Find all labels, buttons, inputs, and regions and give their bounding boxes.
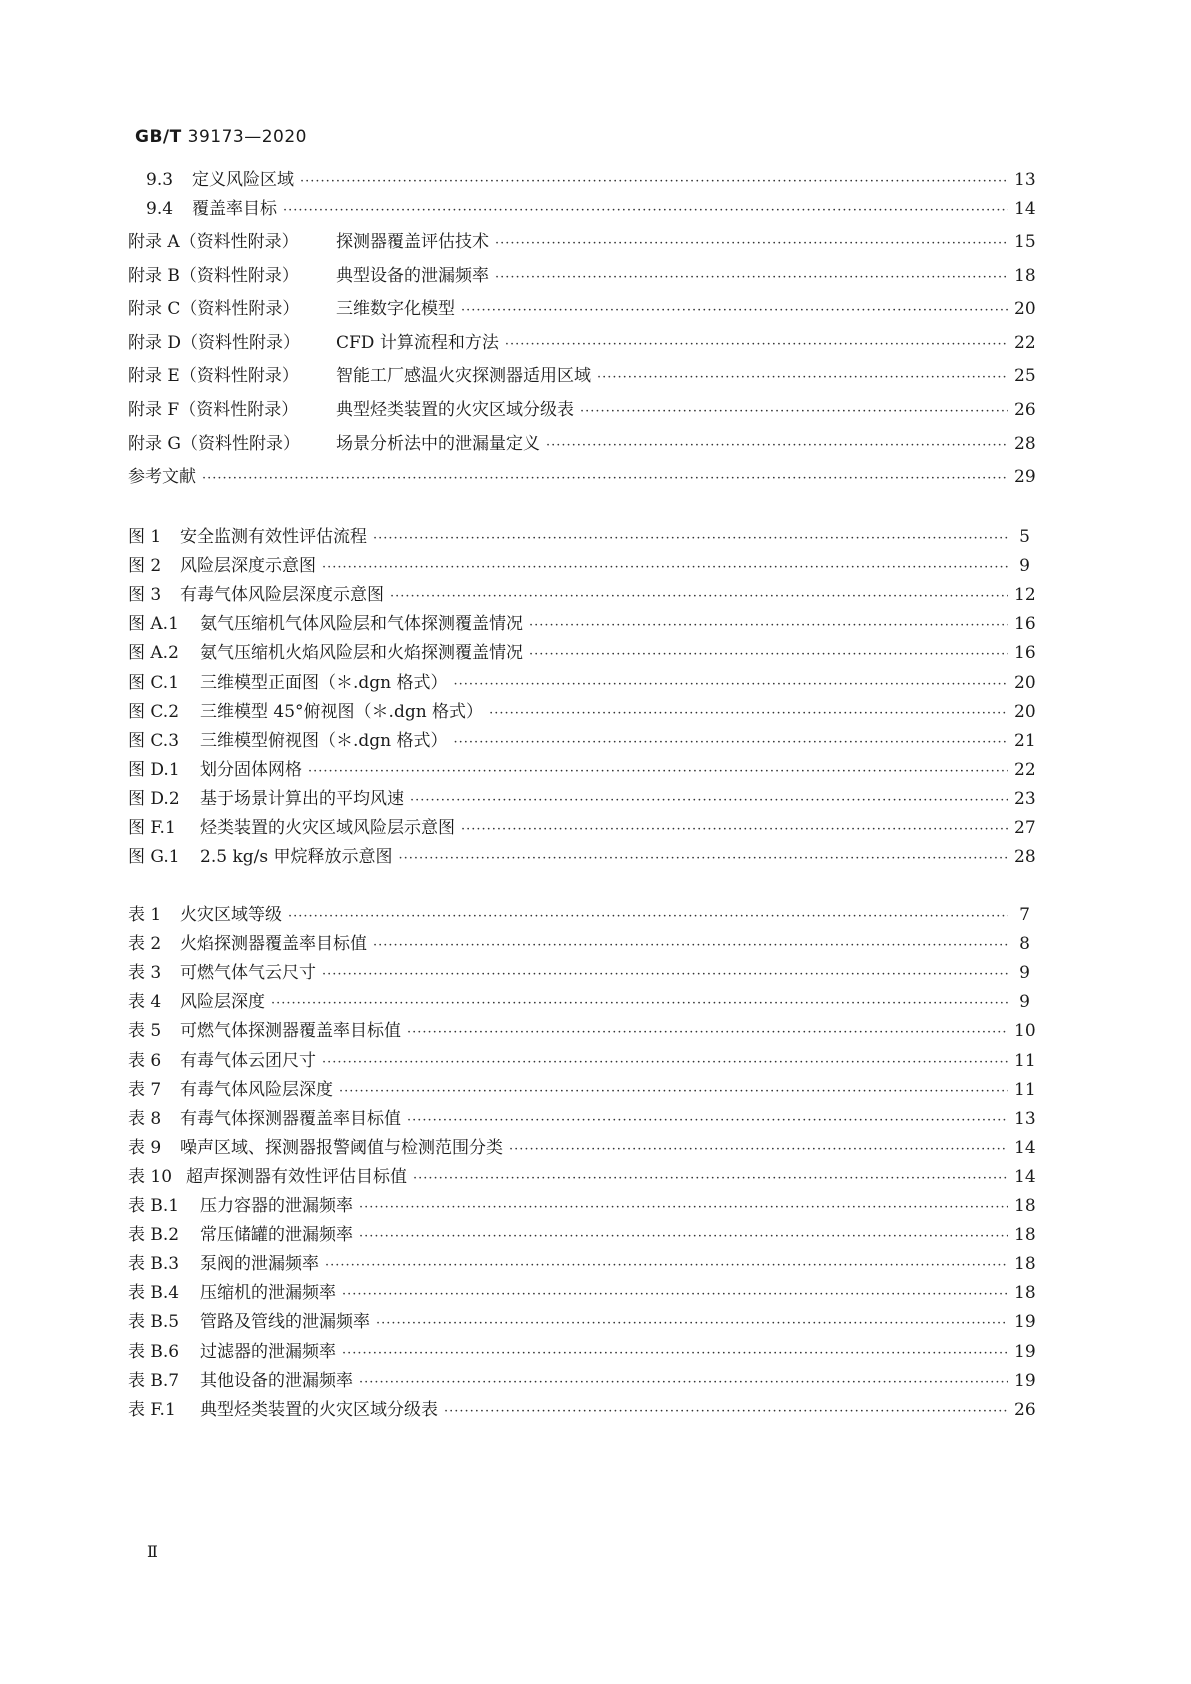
toc-entry-title: 泵阀的泄漏频率 [200, 1254, 319, 1275]
toc-entry-number: 附录 G（资料性附录） [128, 433, 300, 454]
toc-entry-title: 有毒气体风险层深度示意图 [180, 585, 384, 606]
toc-entry-page: 11 [1014, 1050, 1036, 1071]
toc-entry-title: 氨气压缩机火焰风险层和火焰探测覆盖情况 [200, 643, 523, 664]
toc-entry-page: 15 [1014, 232, 1036, 252]
toc-entry[interactable] [128, 297, 1036, 321]
toc-entry-title: 超声探测器有效性评估目标值 [186, 1166, 407, 1187]
toc-entry-title: 覆盖率目标 [192, 199, 277, 219]
toc-entry[interactable] [128, 932, 1030, 956]
toc-entry-page: 18 [1014, 1283, 1036, 1304]
toc-entry-title: 压力容器的泄漏频率 [200, 1196, 353, 1216]
toc-entry-page: 22 [1014, 332, 1036, 353]
toc-entry-page: 11 [1014, 1079, 1036, 1100]
toc-entry-page: 18 [1014, 1196, 1036, 1216]
toc-entry-title: 风险层深度 [180, 992, 265, 1013]
dot-leader [529, 614, 1008, 638]
toc-entry-title: 常压储罐的泄漏频率 [200, 1225, 353, 1246]
toc-entry[interactable] [128, 1078, 1036, 1102]
standard-prefix: GB/T [135, 127, 182, 147]
toc-entry[interactable] [128, 729, 1036, 753]
toc-entry-page: 10 [1014, 1021, 1036, 1042]
dot-leader [580, 400, 1008, 424]
toc-entry-page: 18 [1014, 1254, 1036, 1275]
toc-entry-page: 14 [1014, 199, 1036, 219]
toc-entry-number: 图 3 [128, 585, 162, 606]
toc-entry-number: 图 G.1 [128, 847, 180, 868]
toc-entry[interactable] [128, 1252, 1036, 1276]
toc-entry-page: 13 [1014, 1108, 1036, 1129]
toc-entry-number: 附录 C（资料性附录） [128, 299, 300, 320]
toc-entry-title: 其他设备的泄漏频率 [200, 1370, 353, 1391]
toc-entry-title: 烃类装置的火灾区域风险层示意图 [200, 818, 455, 838]
toc-entry-number: 图 A.1 [128, 614, 179, 635]
toc-entry-title: CFD 计算流程和方法 [336, 332, 499, 353]
toc-entry-title: 有毒气体探测器覆盖率目标值 [180, 1108, 401, 1129]
dot-leader [342, 1283, 1008, 1307]
toc-entry-number: 图 D.2 [128, 788, 180, 809]
toc-entry-title: 典型设备的泄漏频率 [336, 265, 489, 286]
toc-entry-title: 可燃气体探测器覆盖率目标值 [180, 1021, 401, 1042]
dot-leader [546, 434, 1008, 458]
toc-entry-page: 16 [1014, 614, 1036, 635]
dot-leader [407, 1021, 1008, 1045]
toc-entry-number: 图 F.1 [128, 818, 176, 838]
toc-entry[interactable] [128, 1369, 1036, 1393]
toc-entry-page: 20 [1014, 299, 1036, 320]
toc-entry-title: 过滤器的泄漏频率 [200, 1341, 336, 1362]
toc-entry-title: 探测器覆盖评估技术 [336, 232, 489, 252]
toc-entry-page: 18 [1014, 1225, 1036, 1246]
toc-entry[interactable] [128, 816, 1036, 840]
toc-entry-page: 22 [1014, 759, 1036, 780]
toc-entry[interactable] [128, 1019, 1036, 1043]
toc-entry-title: 管路及管线的泄漏频率 [200, 1312, 370, 1333]
dot-leader [271, 992, 1008, 1016]
dot-leader [322, 556, 1008, 580]
toc-entry[interactable] [128, 1194, 1036, 1218]
toc-entry-number: 图 D.1 [128, 759, 180, 780]
toc-entry-page: 5 [1019, 527, 1030, 547]
toc-entry-title: 风险层深度示意图 [180, 556, 316, 577]
toc-entry-number: 表 4 [128, 992, 162, 1013]
toc-entry-number: 图 C.3 [128, 730, 180, 751]
toc-entry-number: 9.4 [146, 199, 174, 219]
toc-entry[interactable] [128, 700, 1036, 724]
toc-entry-number: 图 2 [128, 556, 162, 577]
toc-entry-page: 9 [1019, 963, 1030, 984]
dot-leader [413, 1167, 1008, 1191]
toc-entry-title: 划分固体网格 [200, 759, 302, 780]
dot-leader [489, 702, 1008, 726]
toc-entry[interactable] [128, 364, 1036, 388]
toc-entry[interactable] [128, 1281, 1036, 1305]
standard-code [135, 127, 307, 147]
toc-entry-number: 图 1 [128, 527, 162, 547]
toc-entry-number: 表 10 [128, 1166, 173, 1187]
toc-entry-page: 21 [1014, 730, 1036, 751]
toc-entry-number: 图 A.2 [128, 643, 179, 664]
toc-entry[interactable] [128, 1398, 1036, 1422]
dot-leader [322, 1051, 1008, 1075]
toc-entry-title: 三维模型俯视图（＊.dgn 格式） [200, 730, 448, 751]
toc-entry-number: 图 C.1 [128, 672, 180, 693]
toc-entry-number: 表 B.1 [128, 1196, 180, 1216]
toc-entry-page: 23 [1014, 788, 1036, 809]
toc-entry-page: 28 [1014, 847, 1036, 868]
toc-entry-title: 安全监测有效性评估流程 [180, 527, 367, 547]
standard-number: 39173—2020 [187, 127, 307, 147]
toc-entry-title: 三维模型正面图（＊.dgn 格式） [200, 672, 448, 693]
dot-leader [339, 1080, 1008, 1104]
toc-entry[interactable] [128, 432, 1036, 456]
toc-entry-page: 19 [1014, 1341, 1036, 1362]
dot-leader [322, 963, 1008, 987]
toc-entry-title: 氨气压缩机气体风险层和气体探测覆盖情况 [200, 614, 523, 635]
toc-entry-number: 9.3 [146, 170, 174, 190]
toc-entry-page: 27 [1014, 818, 1036, 838]
toc-entry-number: 表 B.3 [128, 1254, 180, 1275]
toc-entry-title: 场景分析法中的泄漏量定义 [336, 433, 540, 454]
toc-entry-number: 表 F.1 [128, 1399, 176, 1420]
dot-leader [454, 731, 1008, 755]
toc-entry[interactable] [128, 1049, 1036, 1073]
toc-entry-page: 9 [1019, 556, 1030, 577]
toc-entry[interactable] [128, 1223, 1036, 1247]
toc-entry[interactable] [128, 845, 1036, 869]
toc-entry-page: 26 [1014, 400, 1036, 420]
toc-entry-title: 压缩机的泄漏频率 [200, 1283, 336, 1304]
dot-leader [390, 585, 1008, 609]
toc-entry-number: 附录 B（资料性附录） [128, 265, 299, 286]
toc-entry-title: 典型烃类装置的火灾区域分级表 [200, 1399, 438, 1420]
dot-leader [461, 818, 1008, 842]
dot-leader [373, 527, 1008, 551]
dot-leader [288, 905, 1008, 929]
dot-leader [308, 760, 1008, 784]
toc-entry-page: 18 [1014, 265, 1036, 286]
dot-leader [444, 1400, 1008, 1424]
dot-leader [505, 333, 1008, 357]
dot-leader [202, 467, 1008, 491]
toc-entry-number: 表 B.4 [128, 1283, 180, 1304]
toc-entry-page: 14 [1014, 1166, 1036, 1187]
toc-entry-number: 表 1 [128, 905, 162, 925]
toc-entry[interactable] [128, 525, 1030, 549]
toc-entry[interactable] [128, 583, 1036, 607]
toc-entry-number: 表 8 [128, 1108, 162, 1129]
toc-entry-number: 表 B.2 [128, 1225, 180, 1246]
toc-entry-number: 表 3 [128, 963, 162, 984]
toc-entry-title: 火焰探测器覆盖率目标值 [180, 934, 367, 955]
toc-entry-page: 28 [1014, 433, 1036, 454]
toc-entry-number: 表 6 [128, 1050, 162, 1071]
toc-entry[interactable] [128, 671, 1036, 695]
toc-entry-page: 7 [1019, 905, 1030, 925]
dot-leader [407, 1109, 1008, 1133]
toc-entry-title: 可燃气体气云尺寸 [180, 963, 316, 984]
toc-entry[interactable] [128, 554, 1030, 578]
toc-entry[interactable] [128, 465, 1036, 489]
dot-leader [410, 789, 1008, 813]
dot-leader [495, 232, 1008, 256]
toc-entry-page: 20 [1014, 672, 1036, 693]
toc-entry[interactable] [128, 1340, 1036, 1364]
dot-leader [597, 366, 1008, 390]
dot-leader [529, 643, 1008, 667]
toc-entry[interactable] [128, 903, 1030, 927]
dot-leader [325, 1254, 1008, 1278]
toc-entry-page: 8 [1019, 934, 1030, 955]
toc-entry-page: 29 [1014, 467, 1036, 488]
dot-leader [300, 170, 1008, 194]
dot-leader [454, 673, 1008, 697]
dot-leader [359, 1225, 1008, 1249]
toc-entry-page: 25 [1014, 366, 1036, 387]
toc-entry-number: 图 C.2 [128, 701, 180, 722]
toc-entry-title: 三维模型 45°俯视图（＊.dgn 格式） [200, 701, 484, 722]
toc-entry-page: 9 [1019, 992, 1030, 1013]
toc-entry-page: 26 [1014, 1399, 1036, 1420]
toc-entry-title: 智能工厂感温火灾探测器适用区域 [336, 366, 591, 387]
toc-entry[interactable] [128, 264, 1036, 288]
toc-entry-number: 附录 A（资料性附录） [128, 232, 299, 252]
toc-entry-page: 19 [1014, 1370, 1036, 1391]
dot-leader [461, 299, 1008, 323]
toc-entry-page: 13 [1014, 170, 1036, 190]
toc-entry-title: 基于场景计算出的平均风速 [200, 788, 404, 809]
toc-entry-number: 参考文献 [128, 467, 196, 488]
dot-leader [376, 1312, 1008, 1336]
toc-entry-page: 16 [1014, 643, 1036, 664]
toc-entry-title: 三维数字化模型 [336, 299, 455, 320]
toc-entry[interactable] [128, 1310, 1036, 1334]
toc-entry-page: 20 [1014, 701, 1036, 722]
toc-entry-number: 附录 D（资料性附录） [128, 332, 301, 353]
toc-entry-number: 表 B.5 [128, 1312, 180, 1333]
toc-entry[interactable] [128, 1136, 1036, 1160]
toc-entry-title: 火灾区域等级 [180, 905, 282, 925]
toc-entry-number: 表 B.7 [128, 1370, 180, 1391]
dot-leader [495, 266, 1008, 290]
toc-entry-number: 表 2 [128, 934, 162, 955]
dot-leader [359, 1196, 1008, 1220]
toc-entry[interactable] [128, 990, 1030, 1014]
toc-entry[interactable] [128, 230, 1036, 254]
toc-entry-page: 12 [1014, 585, 1036, 606]
toc-entry-number: 表 7 [128, 1079, 162, 1100]
toc-entry[interactable] [128, 1107, 1036, 1131]
toc-entry-number: 表 5 [128, 1021, 162, 1042]
toc-entry-number: 附录 E（资料性附录） [128, 366, 299, 387]
toc-entry[interactable] [128, 1165, 1036, 1189]
dot-leader [373, 934, 1008, 958]
dot-leader [359, 1371, 1008, 1395]
toc-entry-number: 附录 F（资料性附录） [128, 400, 299, 420]
dot-leader [283, 199, 1008, 223]
toc-entry-page: 19 [1014, 1312, 1036, 1333]
toc-entry[interactable] [128, 331, 1036, 355]
toc-entry-title: 有毒气体风险层深度 [180, 1079, 333, 1100]
toc-entry[interactable] [128, 787, 1036, 811]
toc-entry-page: 14 [1014, 1137, 1036, 1158]
toc-entry-title: 典型烃类装置的火灾区域分级表 [336, 400, 574, 420]
toc-entry[interactable] [146, 168, 1036, 192]
toc-entry[interactable] [128, 612, 1036, 636]
dot-leader [342, 1342, 1008, 1366]
dot-leader [509, 1138, 1008, 1162]
toc-entry-number: 表 B.6 [128, 1341, 180, 1362]
toc-entry-title: 噪声区域、探测器报警阈值与检测范围分类 [180, 1137, 503, 1158]
toc-entry[interactable] [128, 641, 1036, 665]
toc-entry[interactable] [128, 758, 1036, 782]
toc-entry-title: 定义风险区域 [192, 170, 294, 190]
page-number-footer: Ⅱ [147, 1542, 158, 1561]
toc-entry[interactable] [146, 197, 1036, 221]
toc-entry[interactable] [128, 961, 1030, 985]
toc-entry[interactable] [128, 398, 1036, 422]
toc-entry-title: 2.5 kg/s 甲烷释放示意图 [200, 847, 393, 868]
toc-entry-number: 表 9 [128, 1137, 162, 1158]
dot-leader [398, 847, 1008, 871]
toc-entry-title: 有毒气体云团尺寸 [180, 1050, 316, 1071]
